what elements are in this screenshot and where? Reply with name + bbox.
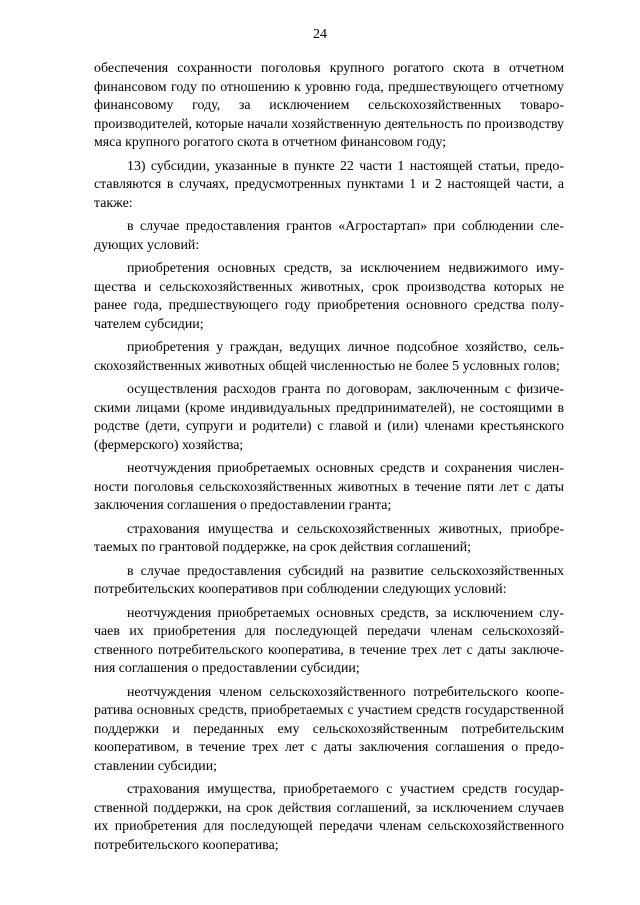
paragraph: в случае предоставления субсидий на развитие сельскохозяйственных потребительских кооперативов при соблюдении следующих условий:: [94, 563, 564, 597]
paragraph: 13) субсидии, указанные в пункте 22 части 1 настоящей статьи, предоставляются в случаях, предусмотренных пунктами 1 и 2 настоящей части, а также:: [94, 158, 564, 211]
paragraph: осуществления расходов гранта по договорам, заключенным с физическими лицами (кроме индивидуальных предпринимателей), не состоящими в родстве (дети, супруги и родители) с главой и (или) членами крестьянского (фермерского) хозяйства;: [94, 382, 564, 453]
paragraph: страхования имущества и сельскохозяйственных животных, приобретаемых по грантовой поддержке, на срок действия соглашений;: [94, 521, 564, 555]
page-number: 24: [313, 27, 327, 42]
paragraph: приобретения основных средств, за исключением недвижимого имущества и сельскохозяйственных животных, срок производства которых не ранее года, предшествующего году приобретения основного средства получателем субсидии;: [94, 261, 564, 332]
paragraph: неотчуждения приобретаемых основных средств и сохранения численности поголовья сельскохозяйственных животных в течение пяти лет с даты заключения соглашения о предоставлении гранта;: [94, 461, 564, 513]
paragraph: в случае предоставления грантов «Агростартап» при соблюдении следующих условий:: [94, 219, 564, 253]
paragraph: неотчуждения членом сельскохозяйственного потребительского кооператива основных средств, приобретаемых с участием средств государственной поддержки и переданных ему сельскохозяйственным потребительским кооперативом, в течение трех лет с даты заключения соглашения о предоставлении субсидии;: [94, 684, 564, 774]
document-body: [94, 60, 564, 860]
paragraph: неотчуждения приобретаемых основных средств, за исключением случаев их приобретения для последующей передачи членам сельскохозяйственного потребительского кооператива, в течение трех лет с даты заключения соглашения о предоставлении субсидии;: [94, 605, 564, 676]
paragraph: обеспечения сохранности поголовья крупного рогатого скота в отчетном финансовом году по отношению к уровню года, предшествующего отчетному финансовому году, за исключением сельскохозяйственных товаропроизводителей, которые начали хозяйственную деятельность по производству мяса крупного рогатого скота в отчетном финансовом году;: [94, 61, 564, 150]
paragraph: приобретения у граждан, ведущих личное подсобное хозяйство, сельскохозяйственных животных общей численностью не более 5 условных голов;: [94, 340, 564, 374]
paragraph: страхования имущества, приобретаемого с участием средств государственной поддержки, на срок действия соглашений, за исключением случаев их приобретения для последующей передачи членам сельскохозяйственного потребительского кооператива;: [94, 782, 564, 853]
